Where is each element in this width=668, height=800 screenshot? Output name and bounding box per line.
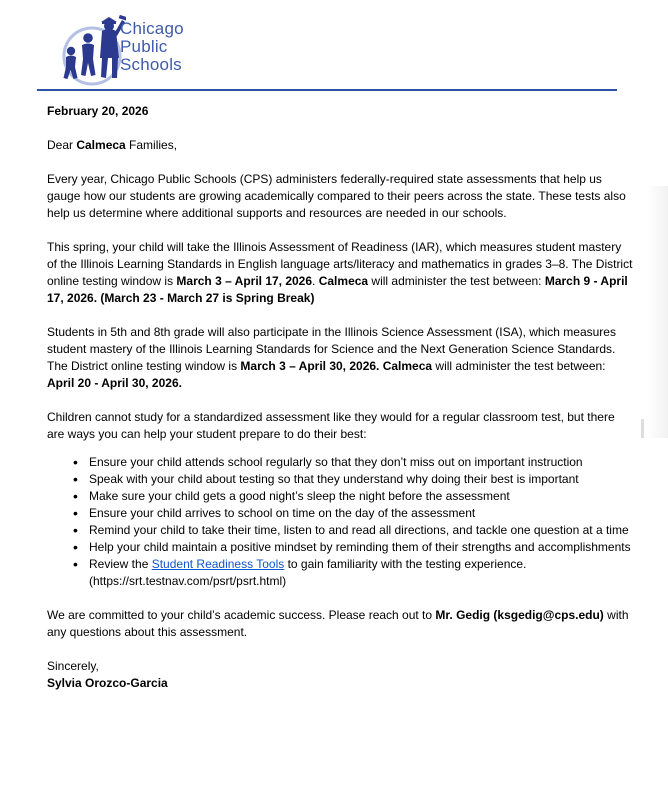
paragraph-iar xyxy=(47,239,634,307)
text-run: will administer the test between: xyxy=(368,274,545,288)
text-run: Review the xyxy=(89,557,152,571)
paragraph-overview xyxy=(47,171,634,222)
closing-paragraph xyxy=(47,607,634,641)
cursor-artifact xyxy=(641,419,644,438)
text-run: Ensure your child arrives to school on time on the day of the assessment xyxy=(89,506,476,520)
letter-body xyxy=(47,103,634,709)
bullet-item xyxy=(47,539,634,556)
text-run: Remind your child to take their time, listen to and read all directions, and tackle one question at a time xyxy=(89,523,629,537)
text-run: Students in 5th and 8th grade will also participate in the Illinois Science Assessment (ISA), which measures student mastery of the Illinois Learning Standards for Science and the Next Generation Science Standards. The District online testing window is xyxy=(47,325,616,373)
text-run: This spring, your child will take the Illinois Assessment of Readiness (IAR), which measures student mastery of the Illinois Learning Standards in English language arts/literacy and mathematics in grades 3–8. The District online testing window is xyxy=(47,240,633,288)
text-run: . xyxy=(312,274,319,288)
cps-logo xyxy=(56,12,241,86)
text-run: We are committed to your child’s academic success. Please reach out to xyxy=(47,608,436,622)
signoff: Sincerely, xyxy=(47,659,99,673)
bullet-item xyxy=(47,454,634,471)
text-run: Children cannot study for a standardized assessment like they would for a regular classroom test, but there are ways you can help your student prepare to do their best: xyxy=(47,410,615,441)
text-run: to gain familiarity with the testing experience. (https://srt.testnav.com/psrt/psrt.html) xyxy=(89,557,527,588)
right-edge-shadow xyxy=(646,186,668,438)
text-run: Families, xyxy=(125,138,178,152)
bullet-item xyxy=(47,505,634,522)
cps-logo-wordmark xyxy=(120,20,184,74)
bold-text-run: March 3 – April 30, 2026. Calmeca xyxy=(240,359,433,373)
bold-text-run: Calmeca xyxy=(318,274,369,288)
bold-text-run: Calmeca xyxy=(76,138,126,152)
text-run: with any questions about this assessment. xyxy=(47,608,629,639)
bold-text-run: Mr. Gedig (ksgedig@cps.edu) xyxy=(435,608,604,622)
text-run: Ensure your child attends school regularly so that they don’t miss out on important instruction xyxy=(89,455,583,469)
logo-word-public: Public xyxy=(120,37,168,56)
text-run: Every year, Chicago Public Schools (CPS) administers federally-required state assessments that help us gauge how our students are growing academically compared to their peers across the state. These tests also help us determine where additional supports and resources are needed in our schools. xyxy=(47,172,626,220)
text-run: Help your child maintain a positive mindset by reminding them of their strengths and accomplishments xyxy=(89,540,631,554)
bold-text-run: April 20 - April 30, 2026. xyxy=(47,376,182,390)
letter-date: February 20, 2026 xyxy=(47,104,149,118)
signature-name: Sylvia Orozco-Garcia xyxy=(47,676,168,690)
bullet-item xyxy=(47,522,634,539)
salutation xyxy=(47,137,634,154)
text-run: Make sure your child gets a good night’s sleep the night before the assessment xyxy=(89,489,510,503)
logo-word-schools: Schools xyxy=(120,55,182,74)
paragraph-prep-intro xyxy=(47,409,634,443)
student-readiness-tools-link[interactable]: Student Readiness Tools xyxy=(151,557,285,571)
bullet-item xyxy=(47,488,634,505)
bold-text-run: March 9 - April 17, 2026. (March 23 - March 27 is Spring Break) xyxy=(47,274,628,305)
cps-logo-figures-icon xyxy=(56,14,126,86)
bullet-item xyxy=(47,471,634,488)
header-divider xyxy=(37,89,617,91)
bullet-list xyxy=(47,454,634,590)
paragraph-isa xyxy=(47,324,634,392)
bold-text-run: March 3 – April 17, 2026 xyxy=(176,274,313,288)
text-run: will administer the test between: xyxy=(432,359,606,373)
text-run: Speak with your child about testing so that they understand why doing their best is important xyxy=(89,472,579,486)
logo-word-chicago: Chicago xyxy=(120,19,184,38)
text-run: Dear xyxy=(47,138,77,152)
bullet-item xyxy=(47,556,634,590)
